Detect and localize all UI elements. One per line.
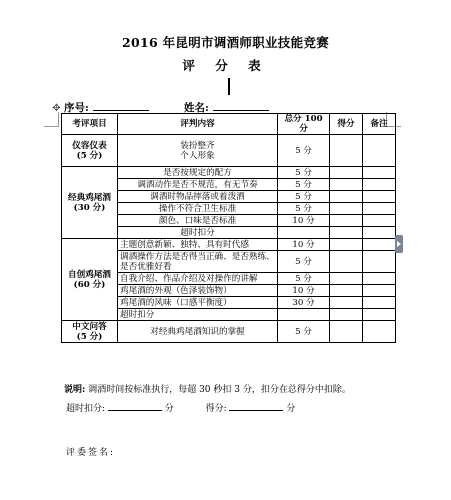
table-row	[62, 167, 396, 179]
remarks-cell[interactable]	[363, 203, 396, 215]
category-cell	[62, 167, 118, 239]
criteria-cell: 超时扣分	[118, 227, 278, 239]
criteria-cell: 主题创意新颖、独特、具有时代感	[118, 239, 278, 251]
category-name: 仪容仪表	[72, 140, 107, 151]
score-unit: 分	[286, 404, 296, 414]
earned-score-cell[interactable]	[330, 309, 363, 321]
score-blank[interactable]	[229, 401, 283, 411]
criteria-cell: 装扮整齐 个人形象	[118, 135, 278, 167]
category-points: (5 分)	[76, 150, 103, 161]
criteria-cell: 调酒操作方法是否得当正确、是否熟练、是否优雅好看	[118, 251, 278, 273]
earned-score-cell[interactable]	[330, 191, 363, 203]
category-points: (30 分)	[73, 202, 106, 213]
earned-score-cell[interactable]	[330, 179, 363, 191]
category-cell	[62, 321, 118, 343]
remarks-cell[interactable]	[363, 135, 396, 167]
remarks-cell[interactable]	[363, 179, 396, 191]
category-cell	[62, 239, 118, 321]
text-cursor	[228, 78, 230, 95]
earned-score-cell[interactable]	[330, 285, 363, 297]
remarks-cell[interactable]	[363, 167, 396, 179]
max-score-cell: 5 分	[278, 321, 330, 343]
earned-score-cell[interactable]	[330, 321, 363, 343]
remarks-cell[interactable]	[363, 239, 396, 251]
judge-label: 评委签名:	[66, 448, 116, 458]
column-header: 得分	[330, 114, 363, 135]
number-blank[interactable]	[93, 100, 149, 111]
overtime-unit: 分	[164, 404, 174, 414]
max-score-cell: 5 分	[278, 167, 330, 179]
earned-score-cell[interactable]	[330, 251, 363, 273]
criteria-cell: 自我介绍、作品介绍及对操作的讲解	[118, 273, 278, 285]
overtime-label: 超时扣分:	[66, 404, 106, 414]
criteria-cell: 调酒动作是否不规范，有无节奏	[118, 179, 278, 191]
remarks-cell[interactable]	[363, 321, 396, 343]
earned-score-cell[interactable]	[330, 227, 363, 239]
category-points: (60 分)	[73, 279, 106, 290]
max-score-cell: 5 分	[278, 251, 330, 273]
max-score-cell	[278, 309, 330, 321]
criteria-cell: 超时扣分	[118, 309, 278, 321]
table-header-row	[62, 114, 396, 135]
earned-score-cell[interactable]	[330, 215, 363, 227]
document-title: 2016 年昆明市调酒师职业技能竞赛	[121, 35, 330, 50]
earned-score-cell[interactable]	[330, 203, 363, 215]
max-score-cell: 5 分	[278, 273, 330, 285]
remarks-cell[interactable]	[363, 251, 396, 273]
overtime-score-line	[66, 401, 295, 414]
name-blank[interactable]	[213, 100, 269, 111]
remarks-cell[interactable]	[363, 297, 396, 309]
score-table	[61, 113, 396, 343]
max-score-cell: 10 分	[278, 239, 330, 251]
max-score-cell: 10 分	[278, 215, 330, 227]
criteria-cell: 鸡尾酒的外观（色泽装饰物）	[118, 285, 278, 297]
number-label: 序号:	[64, 102, 89, 114]
remarks-cell[interactable]	[363, 285, 396, 297]
max-score-cell: 5 分	[278, 191, 330, 203]
remarks-cell[interactable]	[363, 215, 396, 227]
max-score-cell: 5 分	[278, 135, 330, 167]
note-text: 调酒时间按标准执行，每超 30 秒扣 3 分，扣分在总得分中扣除。	[88, 385, 351, 395]
table-row	[62, 321, 396, 343]
document-subtitle: 评 分 表	[182, 58, 269, 73]
earned-score-cell[interactable]	[330, 297, 363, 309]
column-header: 考评项目	[62, 114, 118, 135]
earned-score-cell[interactable]	[330, 135, 363, 167]
table-move-handle-icon[interactable]: ✥	[52, 103, 61, 114]
criteria-cell: 对经典鸡尾酒知识的掌握	[118, 321, 278, 343]
column-header: 备注	[363, 114, 396, 135]
note-label: 说明:	[64, 385, 86, 395]
judge-signature-line	[66, 445, 115, 458]
column-header: 评判内容	[118, 114, 278, 135]
earned-score-cell[interactable]	[330, 273, 363, 285]
max-score-cell: 30 分	[278, 297, 330, 309]
criteria-cell: 颜色、口味是否标准	[118, 215, 278, 227]
name-label: 姓名:	[184, 102, 209, 114]
category-name: 自创鸡尾酒	[68, 269, 111, 280]
scroll-expand-handle[interactable]	[395, 235, 403, 253]
score-label: 得分:	[205, 404, 227, 414]
margin-corner-mark	[44, 112, 59, 127]
category-cell	[62, 135, 118, 167]
max-score-cell: 10 分	[278, 285, 330, 297]
category-name: 经典鸡尾酒	[68, 192, 111, 203]
note-line	[64, 382, 351, 395]
earned-score-cell[interactable]	[330, 239, 363, 251]
earned-score-cell[interactable]	[330, 167, 363, 179]
remarks-cell[interactable]	[363, 191, 396, 203]
criteria-cell: 调酒时物品摔落或着泼洒	[118, 191, 278, 203]
overtime-blank[interactable]	[108, 401, 162, 411]
criteria-cell: 操作不符合卫生标准	[118, 203, 278, 215]
criteria-cell: 鸡尾酒的风味（口感平衡度）	[118, 297, 278, 309]
column-header: 总分 100 分	[278, 114, 330, 135]
max-score-cell: 5 分	[278, 203, 330, 215]
criteria-cell: 是否按规定的配方	[118, 167, 278, 179]
remarks-cell[interactable]	[363, 273, 396, 285]
score-table-body	[62, 135, 396, 343]
max-score-cell	[278, 227, 330, 239]
table-row	[62, 239, 396, 251]
max-score-cell: 5 分	[278, 179, 330, 191]
category-points: (5 分)	[76, 331, 103, 342]
remarks-cell[interactable]	[363, 309, 396, 321]
remarks-cell[interactable]	[363, 227, 396, 239]
category-name: 中文问答	[72, 321, 107, 332]
table-row	[62, 135, 396, 167]
